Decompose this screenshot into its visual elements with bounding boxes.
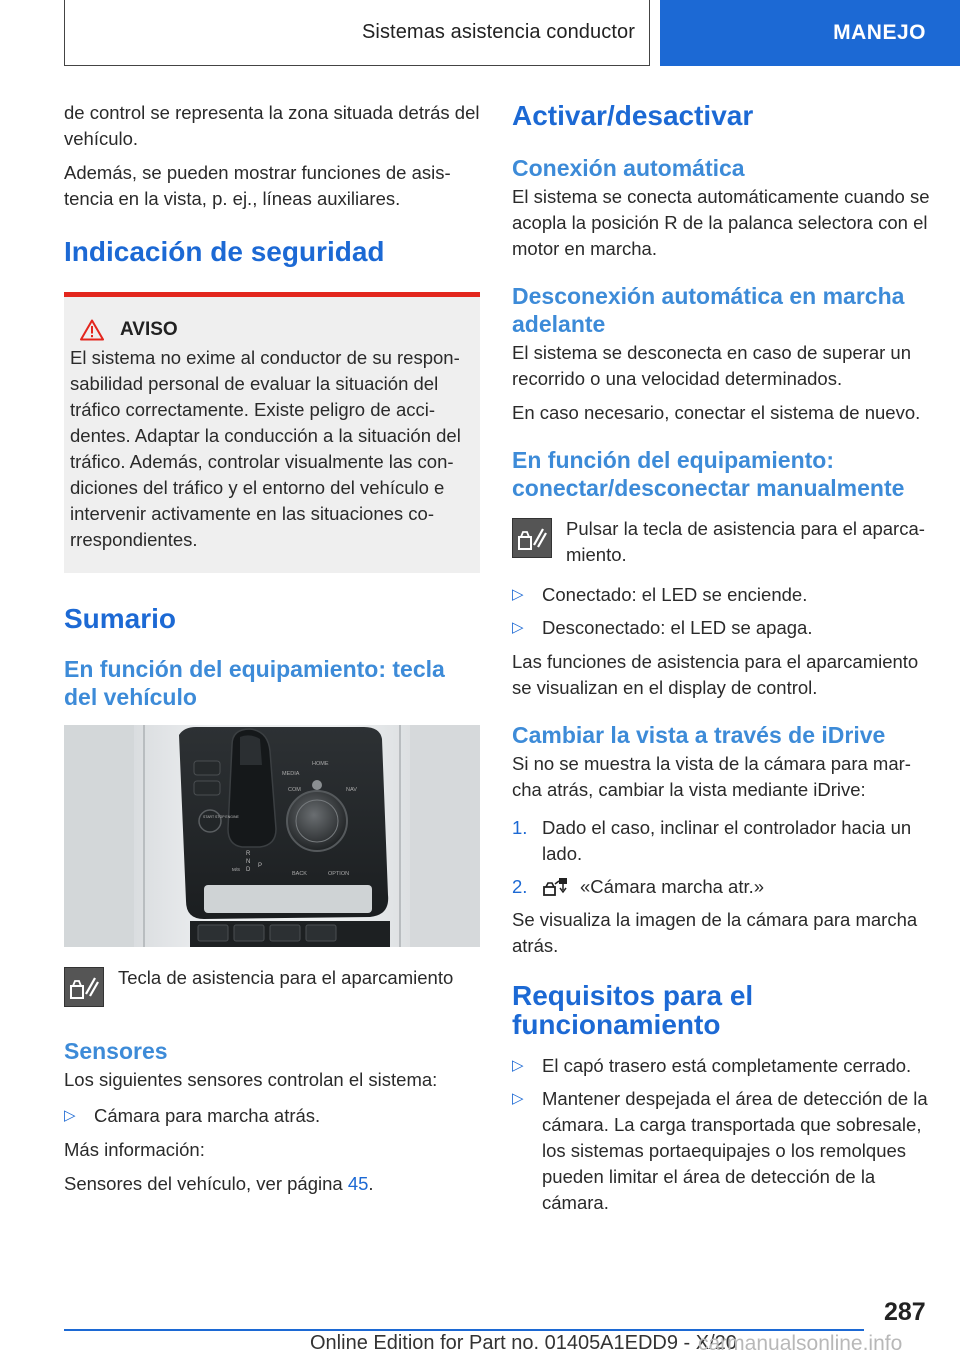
triangle-bullet-icon: ▷ [512,1090,524,1107]
header-section-title: Sistemas asistencia conductor [361,21,635,43]
photo-label-option: OPTION [328,871,350,877]
list-item: ▷ Desconectado: el LED se apaga. [512,615,932,641]
footer-divider [64,1329,864,1331]
activate-heading: Activar/desactivar [512,100,754,131]
list-item: 2. «Cámara marcha atr.» [512,874,932,900]
idrive-steps [512,815,932,900]
photo-label-gear-p: P [258,863,263,869]
safety-heading: Indicación de seguridad [64,236,385,267]
page-number: 287 [884,1298,926,1326]
manual-heading: En función del equipamiento: conectar/desconectar manualmente [512,447,905,501]
list-item: ▷ Mantener despejada el área de detección de la cámara. La carga transportada que sobresale, los sistemas portaequipajes o los remolques pueden limitar el área de detección de la cámara. [512,1086,932,1216]
right-column [512,100,932,1224]
sensors-list [64,1103,480,1129]
warning-box [64,292,480,573]
list-item: 1. Dado el caso, inclinar el controlador hacia un lado. [512,817,912,864]
auto-connect-heading: Conexión automática [512,155,745,181]
header-chapter-tab[interactable] [660,0,960,66]
idrive-heading: Cambiar la vista a través de iDrive [512,722,886,748]
summary-heading: Sumario [64,603,177,634]
triangle-bullet-icon: ▷ [64,1107,76,1124]
more-info-label: Más información: [64,1139,205,1160]
requirements-heading: Requisitos para el funcionamiento [512,980,754,1040]
image-text: Se visualiza la imagen de la cámara para marcha atrás. [512,909,918,956]
sensors-intro: Los siguientes sensores controlan el sistema: [64,1069,438,1090]
led-list [512,582,932,641]
manual-button-row [512,516,932,568]
sensors-heading: Sensores [64,1038,168,1064]
list-item: ▷ El capó trasero está completamente cerrado. [512,1053,932,1079]
watermark: carmanualsonline.info [698,1332,903,1355]
park-assist-caption: Tecla de asistencia para el aparcamiento [118,967,454,988]
photo-label-com: COM [288,787,301,793]
park-assist-button-icon [512,518,552,558]
requirements-list [512,1053,932,1216]
photo-label-nav: NAV [346,787,357,793]
reconnect-text: En caso necesario, conectar el sistema de nuevo. [512,402,921,423]
intro-paragraph-1: de control se representa la zona situada detrás del vehículo. [64,102,480,149]
list-item: ▷ Conectado: el LED se enciende. [512,582,932,608]
auto-disconnect-heading: Desconexión automática en marcha adelante [512,283,905,337]
photo-label-back: BACK [292,871,307,877]
display-text: Las funciones de asistencia para el aparcamiento se visualizan en el display de control. [512,651,919,698]
triangle-bullet-icon: ▷ [512,1057,524,1074]
manual-button-text: Pulsar la tecla de asistencia para el aparcamiento. [566,518,925,565]
page-link-45[interactable]: 45 [347,1173,369,1194]
auto-connect-text: El sistema se conecta automáticamente cuando se acopla la posición R de la palanca selectora con el motor en marcha. [512,186,930,259]
list-item: ▷ Cámara para marcha atrás. [64,1103,480,1129]
photo-label-gear-n: N [246,859,251,865]
center-console-photo [64,725,480,947]
warning-text: El sistema no exime al conductor de su responsabilidad personal de evaluar la situación del tráfico correctamente. Existe peligro de accidentes. Adaptar la conducción a la situación del tráfico. Además, controlar visualmente las condiciones del tráfico y el entorno del vehículo e intervenir activamente en las situaciones correspondientes. [70,347,461,550]
photo-label-media: MEDIA [282,771,300,777]
sensors-reference: Sensores del vehículo, ver página 45. [64,1173,374,1194]
idrive-text: Si no se muestra la vista de la cámara para marcha atrás, cambiar la vista mediante iDrive: [512,753,911,800]
photo-label-gear-r: R [246,851,251,857]
intro-paragraph-2: Además, se pueden mostrar funciones de asistencia en la vista, p. ej., líneas auxiliares. [64,162,451,209]
equipment-heading: En función del equipamiento: tecla del vehículo [64,656,445,710]
triangle-bullet-icon: ▷ [512,619,524,636]
park-assist-button-icon [64,967,104,1007]
left-column [64,100,480,1205]
auto-disconnect-text: El sistema se desconecta en caso de superar un recorrido o una velocidad determinados. [512,342,912,389]
header-section-box [64,0,650,66]
footer-edition: Online Edition for Part no. 01405A1EDD9 - X/20 [310,1332,737,1354]
photo-label-ms: M/S [232,867,241,872]
rear-camera-icon [542,876,570,900]
park-assist-caption-row [64,965,480,1007]
photo-label-start-stop: START STOP ENGINE [203,815,239,819]
warning-title [70,319,472,341]
photo-label-home: HOME [312,761,329,767]
warning-label: AVISO [120,319,178,340]
triangle-bullet-icon: ▷ [512,586,524,603]
photo-label-gear-d: D [246,867,251,873]
warning-triangle-icon [80,319,104,341]
header-chapter-label: MANEJO [833,21,926,44]
